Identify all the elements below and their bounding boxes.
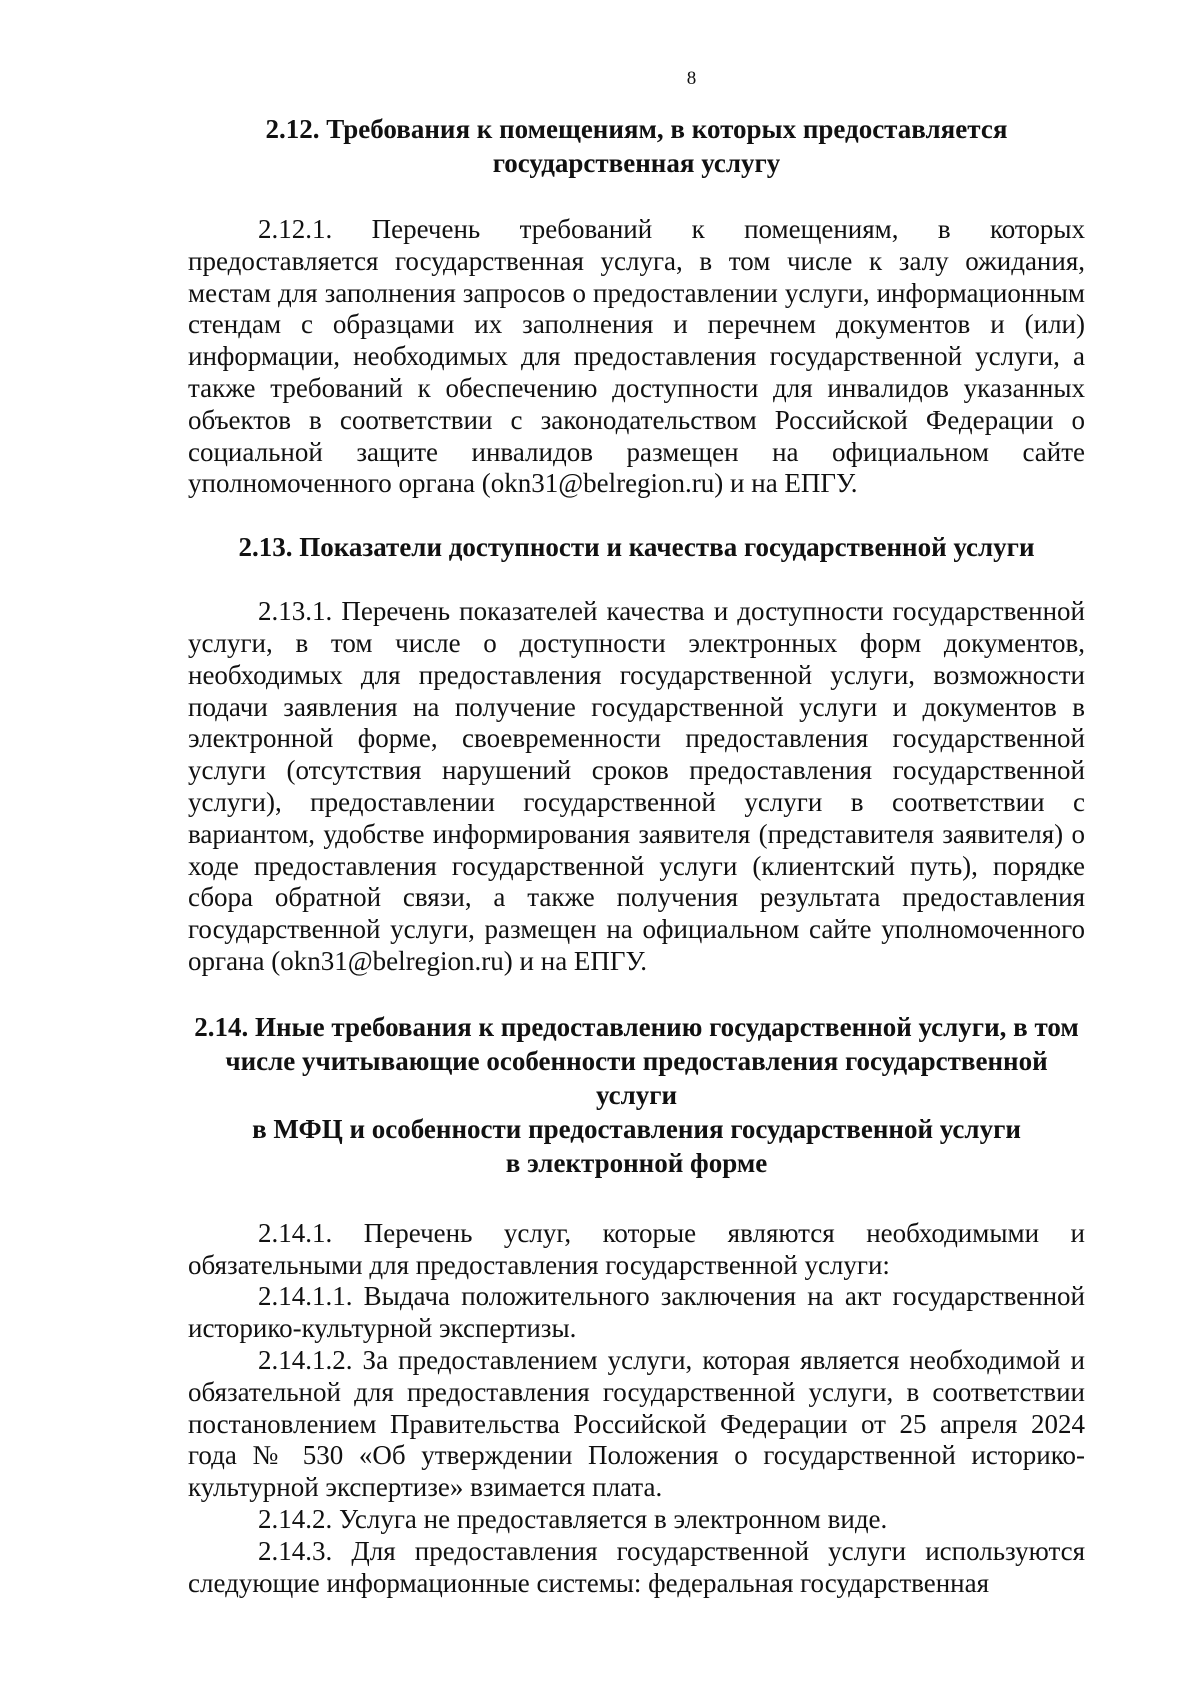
paragraph-2-14-1-2: 2.14.1.2. За предоставлением услуги, которая является необходимой и обязательной для предоставления государственной услуги, в соответствии постановлением Правительства Российской Федерации от 25 апреля 2024 года № 530 «Об утверждении Положения о государственной историко-культурной экспертизе» взимается плата. bbox=[188, 1344, 1085, 1503]
heading-line: 2.13. Показатели доступности и качества государственной услуги bbox=[238, 532, 1035, 563]
heading-line: 2.14. Иные требования к предоставлению государственной услуги, в том bbox=[194, 1011, 1079, 1042]
heading-line: в МФЦ и особенности предоставления государственной услуги bbox=[252, 1113, 1021, 1144]
heading-line: 2.12. Требования к помещениям, в которых предоставляется bbox=[265, 114, 1008, 144]
page-number: 8 bbox=[686, 68, 697, 89]
section-heading-2-12 bbox=[188, 112, 1085, 180]
heading-line: числе учитывающие особенности предоставления государственной услуги bbox=[225, 1045, 1048, 1110]
paragraph-2-14-1: 2.14.1. Перечень услуг, которые являются необходимыми и обязательными для предоставления государственной услуги: bbox=[188, 1217, 1085, 1280]
heading-line: государственная услугу bbox=[492, 148, 781, 178]
section-heading-2-13 bbox=[188, 530, 1085, 564]
paragraph-2-14-1-1: 2.14.1.1. Выдача положительного заключения на акт государственной историко-культурной экспертизы. bbox=[188, 1281, 1085, 1344]
paragraph-2-14-2: 2.14.2. Услуга не предоставляется в электронном виде. bbox=[258, 1503, 888, 1534]
paragraph-2-13-1: 2.13.1. Перечень показателей качества и доступности государственной услуги, в том числе о доступности электронных форм документов, необходимых для предоставления государственной услуги, возможности подачи заявления на получение государственной услуги и документов в электронной форме, своевременности предоставления государственной услуги (отсутствия нарушений сроков предоставления государственной услуги), предоставлении государственной услуги в соответствии с вариантом, удобстве информирования заявителя (представителя заявителя) о ходе предоставления государственной услуги (клиентский путь), порядке сбора обратной связи, а также получения результата предоставления государственной услуги, размещен на официальном сайте уполномоченного органа (okn31@belregion.ru) и на ЕПГУ. bbox=[188, 596, 1085, 976]
heading-line: в электронной форме bbox=[505, 1147, 768, 1178]
section-heading-2-14 bbox=[188, 1010, 1085, 1180]
paragraph-2-12-1: 2.12.1. Перечень требований к помещениям, в которых предоставляется государственная услуга, в том числе к залу ожидания, местам для заполнения запросов о предоставлении услуги, информационным стендам с образцами их заполнения и перечнем документов и (или) информации, необходимых для предоставления государственной услуги, а также требований к обеспечению доступности для инвалидов указанных объектов в соответствии с законодательством Российской Федерации о социальной защите инвалидов размещен на официальном сайте уполномоченного органа (okn31@belregion.ru) и на ЕПГУ. bbox=[188, 214, 1085, 499]
paragraph-2-14-3: 2.14.3. Для предоставления государственной услуги используются следующие информационные системы: федеральная государственная bbox=[188, 1535, 1085, 1598]
